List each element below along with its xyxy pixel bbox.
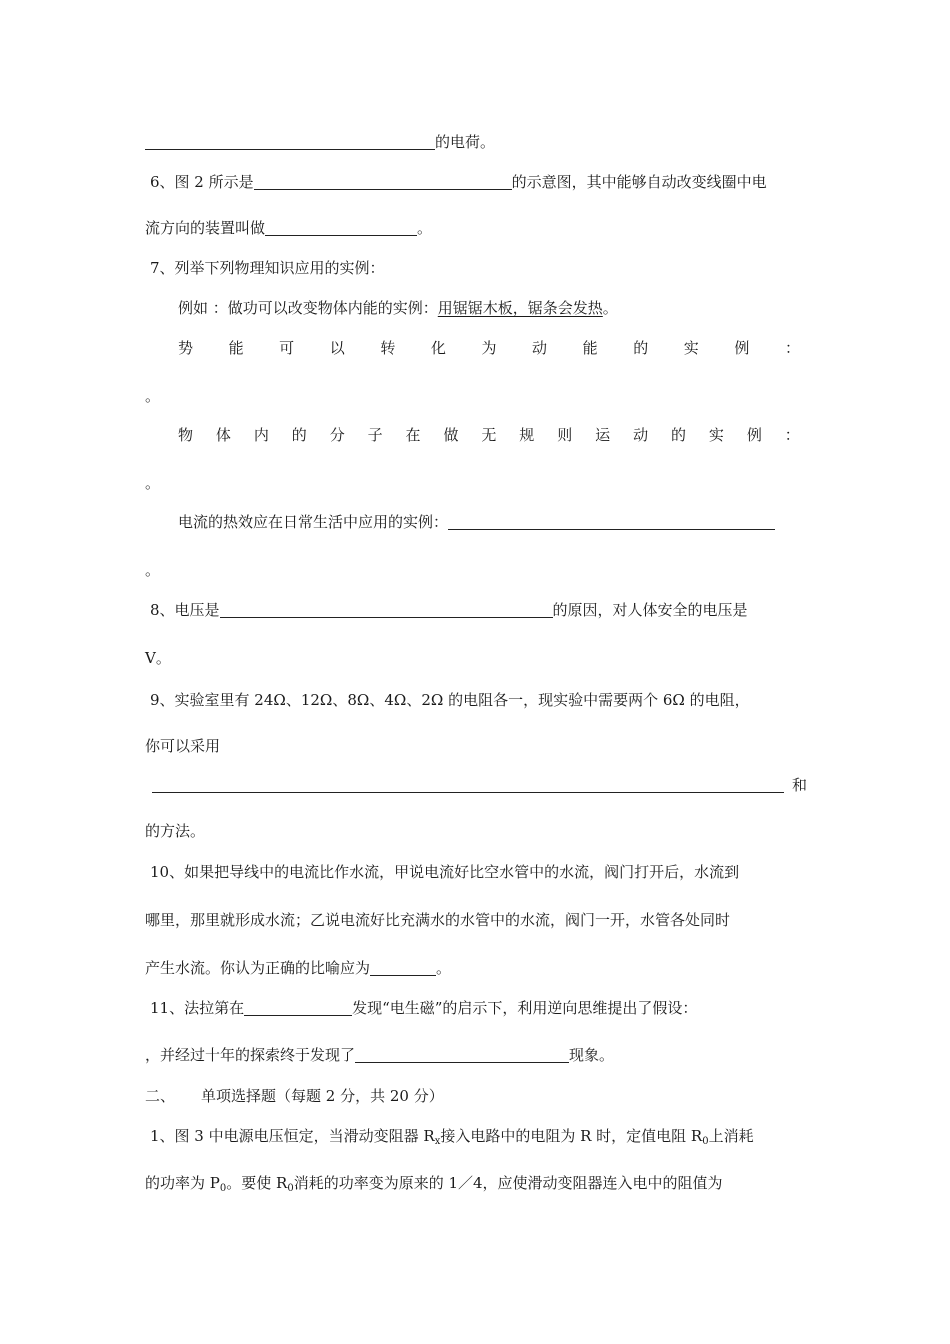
- q7-example-prefix: 例如 ：做功可以改变物体内能的实例：: [178, 299, 438, 317]
- section2-number: 二、: [145, 1087, 176, 1105]
- q7-item1-char: 可: [279, 339, 295, 357]
- q9-and: 和: [792, 776, 808, 794]
- q10-line3: [145, 958, 451, 978]
- s2q1-subscript: 0: [287, 1183, 294, 1194]
- s2q1-text: 1、图 3 中电源电压恒定，当滑动变阻器 R: [150, 1127, 435, 1145]
- q7-item3: [178, 512, 775, 532]
- q7-item1-char: 能: [228, 339, 244, 357]
- q8-line2: V。: [145, 649, 171, 667]
- q6-line2-prefix: 流方向的装置叫做: [145, 219, 266, 237]
- q6-end: 。: [417, 219, 433, 237]
- s2q1-text: 的功率为 P: [145, 1174, 220, 1192]
- q6-mid: 的示意图，其中能够自动改变线圈中电: [511, 173, 767, 191]
- q7-item2-char: 分: [329, 426, 345, 444]
- section2-heading: [145, 1086, 444, 1106]
- q7-example-answer: 用锯锯木板，锯条会发热: [437, 299, 603, 317]
- s2q1-line2: [145, 1173, 723, 1199]
- q7-item1-end: 。: [145, 387, 161, 405]
- q7-item1-char: 势: [178, 339, 194, 357]
- s2q1-text: 消耗的功率变为原来的 1／4，应使滑动变阻器连入电中的阻值为: [293, 1174, 723, 1192]
- s2q1-text: 接入电路中的电阻为 R 时，定值电阻 R: [440, 1127, 703, 1145]
- answer-blank[interactable]: [448, 513, 775, 530]
- q7-item1-char: 实: [683, 339, 699, 357]
- q7-item2-char: 动: [633, 426, 649, 444]
- q6-line1: [150, 172, 767, 192]
- q7-item3-end: 。: [145, 561, 161, 579]
- q7-item2-char: 的: [291, 426, 307, 444]
- q11-line2-end: 现象。: [569, 1046, 615, 1064]
- q7-example-end: 。: [602, 299, 618, 317]
- answer-blank[interactable]: [152, 776, 784, 793]
- q7-item2-char: ：: [784, 426, 800, 444]
- q7-item2-char: 物: [178, 426, 194, 444]
- q6-line2: [145, 218, 432, 238]
- q8-mid: 的原因，对人体安全的电压是: [552, 601, 748, 619]
- q8-line1: [150, 600, 748, 620]
- q7-item2-char: 子: [367, 426, 383, 444]
- q9-line1: 9、实验室里有 24Ω、12Ω、8Ω、4Ω、2Ω 的电阻各一，现实验中需要两个 6Ω 的电阻，: [150, 691, 750, 709]
- answer-blank[interactable]: [355, 1046, 569, 1063]
- q7-item1-char: 转: [380, 339, 396, 357]
- q9-line4: 的方法。: [145, 822, 206, 840]
- q6-prefix: 6、图 2 所示是: [150, 173, 254, 191]
- q7-item1-char: 化: [430, 339, 446, 357]
- q7-item2-char: 内: [253, 426, 269, 444]
- q7-item2-char: 体: [215, 426, 231, 444]
- q7-item2-char: 在: [405, 426, 421, 444]
- q7-item1-char: 以: [329, 339, 345, 357]
- s2q1-subscript: 0: [702, 1136, 709, 1147]
- s2q1-text: 上消耗: [708, 1127, 754, 1145]
- q7-item2-char: 做: [443, 426, 459, 444]
- q7-item2-char: 规: [519, 426, 535, 444]
- q7-item1-char: 能: [582, 339, 598, 357]
- q7-item1-char: 动: [532, 339, 548, 357]
- s2q1-subscript: x: [434, 1136, 441, 1147]
- s2q1-line1: [150, 1126, 754, 1152]
- q10-line2: 哪里，那里就形成水流；乙说电流好比充满水的水管中的水流，阀门一开，水管各处同时: [145, 911, 731, 929]
- section2-title: 单项选择题（每题 2 分，共 20 分）: [201, 1087, 444, 1105]
- q10-line3-end: 。: [436, 959, 452, 977]
- q7-item1-char: 例: [734, 339, 750, 357]
- q9-line3: [152, 775, 807, 795]
- q9-line2: 你可以采用: [145, 737, 221, 755]
- q11-line2: [145, 1045, 614, 1065]
- q7-item2-char: 的: [670, 426, 686, 444]
- answer-blank[interactable]: [145, 133, 435, 150]
- s2q1-subscript: 0: [219, 1183, 227, 1194]
- q8-prefix: 8、电压是: [150, 601, 220, 619]
- q7-item2-char: 运: [595, 426, 611, 444]
- s2q1-text: 。要使 R: [226, 1174, 288, 1192]
- q7-example: [178, 298, 618, 318]
- q7-item2: [178, 425, 800, 445]
- answer-blank[interactable]: [244, 999, 352, 1016]
- q7-item1-char: ：: [784, 339, 800, 357]
- q7-item2-char: 例: [746, 426, 762, 444]
- q10-line3-prefix: 产生水流。你认为正确的比喻应为: [145, 959, 371, 977]
- q7-heading: 7、列举下列物理知识应用的实例：: [150, 259, 385, 277]
- q7-item1-char: 为: [481, 339, 497, 357]
- q7-item2-end: 。: [145, 474, 161, 492]
- q7-item3-text: 电流的热效应在日常生活中应用的实例：: [178, 513, 449, 531]
- q11-prefix: 11、法拉第在: [150, 999, 245, 1017]
- q11-mid: 发现“电生磁”的启示下，利用逆向思维提出了假设：: [352, 999, 698, 1017]
- answer-blank[interactable]: [370, 959, 436, 976]
- q7-item1: [178, 338, 800, 358]
- q10-line1: 10、如果把导线中的电流比作水流，甲说电流好比空水管中的水流，阀门打开后，水流到: [150, 863, 740, 881]
- q7-item2-char: 无: [481, 426, 497, 444]
- q7-item2-char: 则: [557, 426, 573, 444]
- q11-line1: [150, 998, 697, 1018]
- answer-blank[interactable]: [265, 219, 417, 236]
- answer-blank[interactable]: [220, 601, 553, 618]
- q5-tail-text: 的电荷。: [435, 133, 496, 151]
- q5-tail-line: [145, 132, 495, 152]
- q7-item2-char: 实: [708, 426, 724, 444]
- q7-item1-char: 的: [633, 339, 649, 357]
- answer-blank[interactable]: [254, 173, 512, 190]
- q11-line2-prefix: ，并经过十年的探索终于发现了: [145, 1046, 356, 1064]
